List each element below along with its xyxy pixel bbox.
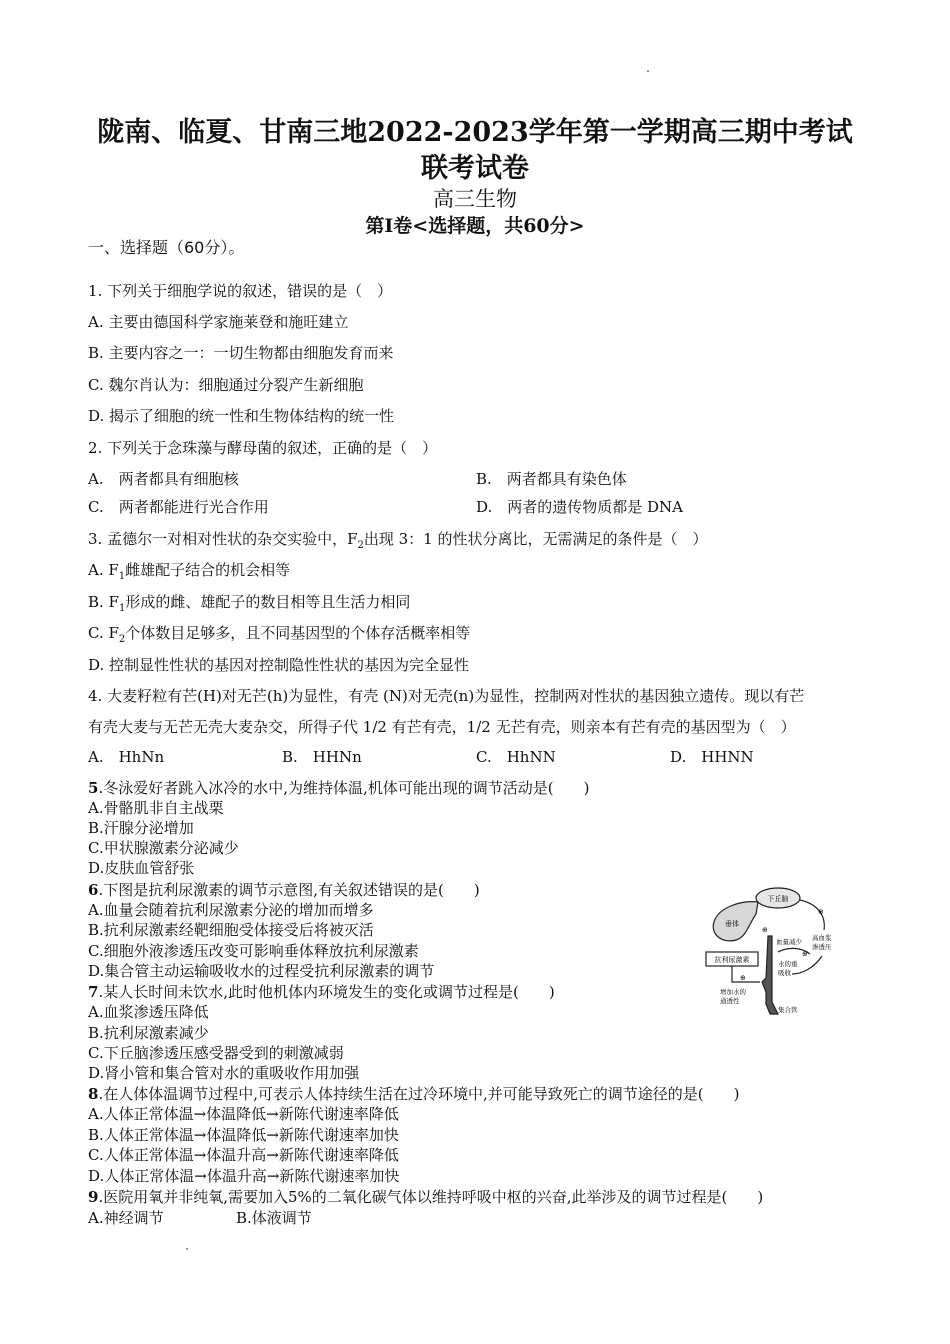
q2-option-a: A. 两者都具有细胞核 (88, 470, 239, 488)
q1-option-d: D. 揭示了细胞的统一性和生物体结构的统一性 (88, 407, 395, 425)
exam-title-line2: 联考试卷 (421, 153, 529, 184)
q4-option-d: D. HHNN (670, 748, 754, 766)
q2-option-b: B. 两者都具有染色体 (476, 470, 627, 488)
q8-option-b: B.人体正常体温→体温降低→新陈代谢速率加快 (88, 1126, 399, 1144)
q4-option-c: C. HhNN (476, 748, 556, 766)
q3-stem: 3. 孟德尔一对相对性状的杂交实验中，$F_2$出现 3：1 的性状分离比，无需满足的条件是（ ） (88, 530, 708, 551)
q7-option-a: A.血浆渗透压降低 (88, 1003, 209, 1021)
q2-stem: 2. 下列关于念珠藻与酵母菌的叙述，正确的是（ ） (88, 439, 438, 457)
q7-option-c: C.下丘脑渗透压感受器受到的刺激减弱 (88, 1044, 344, 1062)
plus-sign-3: ⊕ (740, 974, 746, 982)
q4-option-a: A. HhNn (88, 748, 165, 766)
q6-option-a: A.血量会随着抗利尿激素分泌的增加而增多 (88, 901, 374, 919)
q6-stem: 6.下图是抗利尿激素的调节示意图,有关叙述错误的是( ) (88, 881, 480, 899)
q7-option-d: D.肾小管和集合管对水的重吸收作用加强 (88, 1064, 360, 1082)
q6-option-d: D.集合管主动运输吸收水的过程受抗利尿激素的调节 (88, 962, 435, 980)
q5-option-c: C.甲状腺激素分泌减少 (88, 839, 239, 857)
q2-option-d: D. 两者的遗传物质都是 DNA (476, 498, 684, 516)
plus-sign-1: ⊕ (818, 908, 824, 916)
pituitary-label: 垂体 (725, 920, 739, 928)
q8-option-c: C.人体正常体温→体温升高→新陈代谢速率降低 (88, 1146, 399, 1164)
permeability-label-line1: 增加水的 (720, 988, 746, 996)
q5-option-a: A.骨骼肌非自主战栗 (88, 799, 224, 817)
q1-option-a: A. 主要由德国科学家施莱登和施旺建立 (88, 313, 349, 331)
q4-stem-line1: 4. 大麦籽粒有芒(H)对无芒(h)为显性，有壳 (N)对无壳(n)为显性，控制两对性状的基因独立遗传。现以有芒 (88, 687, 805, 705)
q9-option-a: A.神经调节 (88, 1209, 164, 1227)
q7-stem: 7.某人长时间未饮水,此时他机体内环境发生的变化或调节过程是( ) (88, 983, 555, 1001)
q3-option-a: A. $F_1$雌雄配子结合的机会相等 (88, 561, 291, 582)
page-mark-bottom (186, 1248, 188, 1250)
q1-option-b: B. 主要内容之一：一切生物都由细胞发育而来 (88, 344, 394, 362)
adh-regulation-diagram (700, 882, 850, 1024)
arrow-adh-duct (732, 966, 760, 982)
q4-option-b: B. HHNn (282, 748, 362, 766)
q8-option-a: A.人体正常体温→体温降低→新陈代谢速率降低 (88, 1105, 399, 1123)
q3-option-c: C. $F_2$个体数目足够多，且不同基因型的个体存活概率相等 (88, 624, 471, 645)
q8-stem: 8.在人体体温调节过程中,可表示人体持续生活在过冷环境中,并可能导致死亡的调节途径的是( ) (88, 1085, 740, 1103)
q3-option-d: D. 控制显性性状的基因对控制隐性性状的基因为完全显性 (88, 656, 470, 674)
q4-stem-line2: 有壳大麦与无芒无壳大麦杂交，所得子代 1/2 有芒有壳，1/2 无芒有壳，则亲本有芒有壳的基因型为（ ） (88, 718, 796, 736)
plus-sign-4: ⊕ (762, 926, 768, 934)
part-title: 第Ⅰ卷<选择题，共60分> (365, 215, 585, 237)
page-mark-top (647, 70, 649, 72)
section-heading: 一、选择题（60分）。 (88, 238, 245, 257)
q9-option-b: B.体液调节 (236, 1209, 312, 1227)
hypothalamus-label: 下丘脑 (767, 895, 789, 903)
collecting-duct-shape (762, 936, 778, 1014)
q6-option-b: B.抗利尿激素经靶细胞受体接受后将被灭活 (88, 921, 374, 939)
q1-stem: 1. 下列关于细胞学说的叙述，错误的是（ ） (88, 282, 393, 300)
plus-sign-2: ⊕ (802, 950, 808, 958)
reabsorption-label-line1: 水的重 (778, 960, 798, 968)
q2-option-c: C. 两者都能进行光合作用 (88, 498, 269, 516)
q5-option-d: D.皮肤血管舒张 (88, 859, 195, 877)
q6-option-c: C.细胞外液渗透压改变可影响垂体释放抗利尿激素 (88, 942, 419, 960)
osm-label-line2: 渗透压 (812, 943, 832, 951)
q8-option-d: D.人体正常体温→体温升高→新陈代谢速率加快 (88, 1167, 400, 1185)
adh-label: 抗利尿激素 (714, 956, 750, 964)
collecting-duct-label: 集合管 (778, 1006, 798, 1014)
permeability-label-line2: 通透性 (720, 997, 740, 1005)
q3-option-b: B. $F_1$形成的雌、雄配子的数目相等且生活力相同 (88, 593, 411, 614)
blood-drop-label: 血量减少 (776, 938, 802, 946)
reabsorption-label-line2: 吸收 (778, 969, 791, 977)
q5-option-b: B.汗腺分泌增加 (88, 819, 194, 837)
q9-stem: 9.医院用氧并非纯氧,需要加入5%的二氧化碳气体以维持呼吸中枢的兴奋,此举涉及的调节过程是( ) (88, 1188, 764, 1206)
osm-label-line1: 高血浆 (812, 934, 832, 942)
q5-stem: 5.冬泳爱好者跳入冰冷的水中,为维持体温,机体可能出现的调节活动是( ) (88, 779, 590, 797)
exam-title-line1: 陇南、临夏、甘南三地2022-2023学年第一学期高三期中考试 (97, 117, 853, 148)
q1-option-c: C. 魏尔肖认为：细胞通过分裂产生新细胞 (88, 376, 364, 394)
subject-title: 高三生物 (433, 187, 517, 211)
q7-option-b: B.抗利尿激素减少 (88, 1024, 209, 1042)
